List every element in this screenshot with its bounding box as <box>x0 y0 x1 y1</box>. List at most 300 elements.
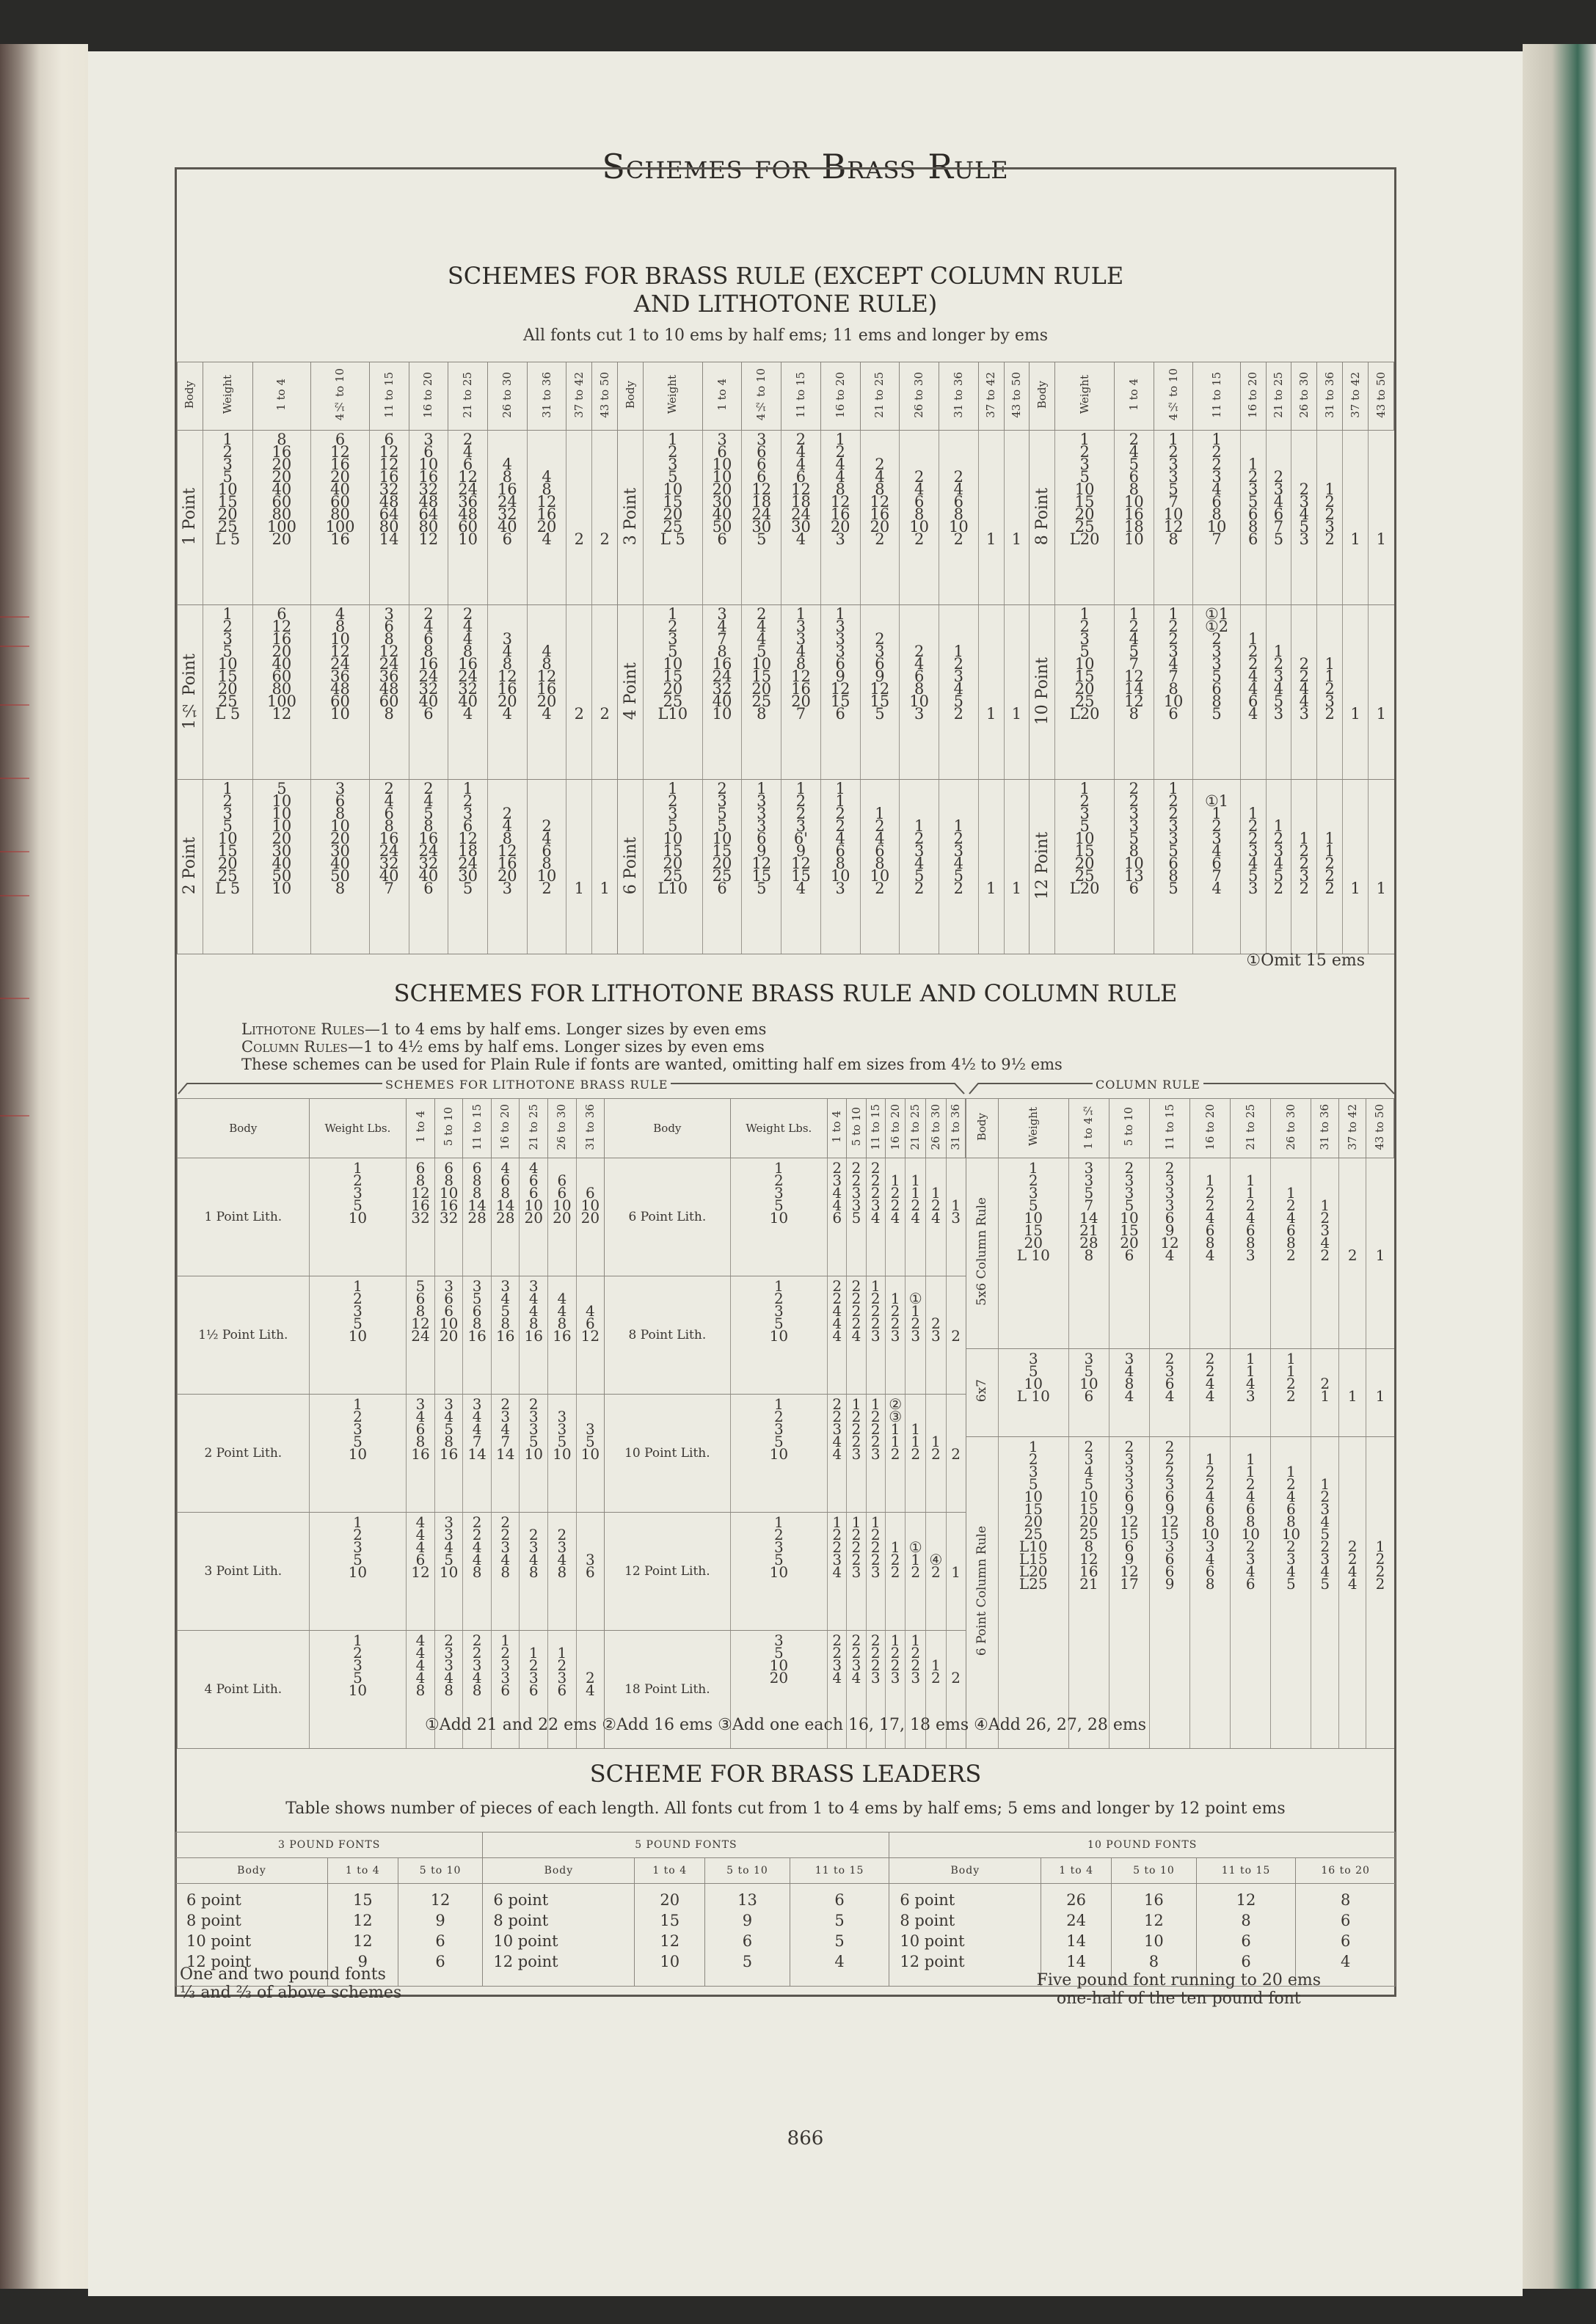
column-header: 26 to 30 <box>926 1099 947 1158</box>
value-column: 1 2 3 5 10 <box>309 1276 407 1395</box>
value-column: 1 2 <box>926 1631 947 1749</box>
value-column: 1 2 2 3 6' 9 12 15 4 <box>781 780 821 954</box>
value-column: 2 3 4 8 <box>548 1513 577 1631</box>
value-column: 1 2 2 3 2 <box>1291 780 1317 954</box>
value-column: ① 1 2 3 <box>906 1276 926 1395</box>
value-column: 2 <box>946 1395 965 1513</box>
value-column: 4 8 12 16 20 4 <box>527 431 566 605</box>
header-11to15: 11 to 15 <box>1196 1858 1296 1884</box>
column-header: 43 to 50 <box>1366 1099 1394 1158</box>
group-5-pound: 5 POUND FONTS <box>483 1832 889 1858</box>
column-header: Weight <box>1055 362 1115 431</box>
running-head: Schemes for Brass Rule <box>602 147 1009 186</box>
table-row <box>178 1513 966 1631</box>
value-column: 3 6 10 16 32 48 64 80 12 <box>409 431 448 605</box>
column-header: 1 to 4 <box>252 362 311 431</box>
body-size-label: 3 Point Lith. <box>178 1513 310 1631</box>
value-column: 2 2 2 3 4 <box>866 1158 885 1276</box>
body-size-label: 6 Point <box>618 780 644 954</box>
value-column: 1 3 <box>946 1158 965 1276</box>
value-column: 1 2 4 6 8 10 2 3 4 5 <box>1271 1437 1311 1749</box>
value-column: ② ③ 1 1 2 <box>885 1395 906 1513</box>
column-header: 21 to 25 <box>448 362 488 431</box>
header-body: Body <box>176 1858 328 1884</box>
column-header: 1 to 4 <box>407 1099 435 1158</box>
table-row <box>178 1276 966 1395</box>
section2-title: SCHEMES FOR LITHOTONE BRASS RULE AND COLUMN RULE <box>393 979 1178 1007</box>
value-column: 2 <box>566 605 592 780</box>
value-column: 3 4 4 8 16 <box>520 1276 548 1395</box>
value-column: 2 3 4 7 14 <box>491 1395 520 1513</box>
value-column: 5 10 10 10 20 30 40 50 10 <box>252 780 311 954</box>
value-column: 3 3 5 7 14 21 28 8 <box>1068 1158 1109 1349</box>
column-header: Weight <box>643 362 702 431</box>
table-row <box>178 780 1394 954</box>
value-column: 2 3 3 4 8 <box>434 1631 463 1749</box>
value-column: 1 3 3 3 6 9 12 15 6 <box>820 605 860 780</box>
lithotone-intro-1: Lithotone Rules—1 to 4 ems by half ems. Longer sizes by even ems <box>241 1020 767 1038</box>
column-header: 43 to 50 <box>1369 362 1394 431</box>
book-page-edges-left <box>0 44 88 2289</box>
value-column: 1 2 3 4 5 3 <box>1266 605 1291 780</box>
value-column: 1 2 4 <box>926 1158 947 1276</box>
page-number: 866 <box>787 2127 824 2149</box>
value-column: 1 2 2 2 <box>1366 1437 1394 1749</box>
value-column: 4 8 16 24 32 40 6 <box>487 431 527 605</box>
value-column: 1 <box>1343 780 1369 954</box>
value-column: 2 3 <box>926 1276 947 1395</box>
leader-values: 12 9 6 6 <box>398 1884 483 1987</box>
value-column: 8 16 20 20 40 60 80 100 20 <box>252 431 311 605</box>
body-size-label: 4 Point Lith. <box>178 1631 310 1749</box>
column-header: 5 to 10 <box>847 1099 866 1158</box>
value-column: 2 2 2 3 <box>866 1631 885 1749</box>
section1-title-line2: AND LITHOTONE RULE) <box>633 290 938 318</box>
value-column: 3 4 5 8 16 <box>491 1276 520 1395</box>
column-header: 16 to 20 <box>409 362 448 431</box>
value-column: 1 <box>566 780 592 954</box>
value-column: 2 3 4 4 6 <box>828 1158 847 1276</box>
value-column: 2 4 4 8 16 24 32 40 4 <box>448 605 488 780</box>
body-size-label: 6 Point Lith. <box>605 1158 730 1276</box>
table-row <box>178 1158 966 1276</box>
value-column: 2 2 2 2 4 <box>847 1276 866 1395</box>
value-column: 2 <box>1338 1158 1366 1349</box>
value-column: 1 2 3 5 10 15 20 25 L 5 <box>203 431 252 605</box>
value-column: 2 4 6 8 10 3 <box>900 605 939 780</box>
value-column: 2 2 3 3 5 <box>847 1158 866 1276</box>
value-column: 1 2 2 2 3 <box>847 1395 866 1513</box>
column-header: Weight Lbs. <box>730 1099 828 1158</box>
value-column: 1 2 3 5 10 <box>309 1395 407 1513</box>
value-column: 1 2 <box>926 1395 947 1513</box>
header-5to10: 5 to 10 <box>398 1858 483 1884</box>
leader-values: 8 6 6 4 <box>1296 1884 1396 1987</box>
value-column: 4 4 4 4 8 <box>407 1631 435 1749</box>
value-column: 1 <box>1366 1349 1394 1437</box>
leaders-note-left: One and two pound fonts ⅓ and ⅔ of above schemes <box>180 1965 402 2002</box>
value-column: 1 1 2 2 <box>1271 1349 1311 1437</box>
value-column: 2 4 6 8 10 2 <box>900 431 939 605</box>
value-column: 2 3 4 5 3 <box>1291 431 1317 605</box>
value-column: 1 2 4 6 8 2 <box>1271 1158 1311 1349</box>
value-column: 1 2 3 3 5 7 10 12 8 <box>1154 431 1193 605</box>
column-header: 11 to 15 <box>781 362 821 431</box>
value-column: 1 2 3 5 10 <box>309 1158 407 1276</box>
value-column: 6 12 12 16 32 48 64 80 14 <box>369 431 409 605</box>
value-column: 1 2 3 3 6 <box>491 1631 520 1749</box>
value-column: 1 2 2 3 3 5 6 8 5 <box>1154 780 1193 954</box>
header-5to10: 5 to 10 <box>1112 1858 1197 1884</box>
column-header: 37 to 42 <box>1338 1099 1366 1158</box>
column-header: 1 to 4 <box>828 1099 847 1158</box>
value-column: 1 <box>1369 605 1394 780</box>
body-size-label: 2 Point <box>178 780 203 954</box>
value-column: 1 1 2 4 <box>906 1158 926 1276</box>
leaders-note-right: Five pound font running to 20 ems one-half of the ten pound font <box>1036 1971 1321 2008</box>
value-column: 4 6 8 14 28 <box>491 1158 520 1276</box>
value-column: 1 <box>1369 780 1394 954</box>
value-column: 1 2 3 5 10 15 20 25 L20 <box>1055 605 1115 780</box>
column-header: 11 to 15 <box>866 1099 885 1158</box>
value-column: 1 2 3 5 10 15 20 25 L10 L15 L20 L25 <box>998 1437 1068 1749</box>
value-column: 1 <box>1004 780 1030 954</box>
value-column: 3 5 6 8 16 <box>463 1276 492 1395</box>
column-header: 4½ to 10 <box>1154 362 1193 431</box>
group-3-pound: 3 POUND FONTS <box>176 1832 483 1858</box>
column-header: 5 to 10 <box>1109 1099 1149 1158</box>
value-column: 1 2 3 5 10 15 20 25 L10 <box>643 780 702 954</box>
column-header: 21 to 25 <box>906 1099 926 1158</box>
column-header: Weight <box>203 362 252 431</box>
value-column: ① 1 2 <box>906 1513 926 1631</box>
value-column: 1 2 2 2 3 <box>866 1276 885 1395</box>
value-column: 1 <box>978 431 1004 605</box>
value-column: 6 8 10 16 32 <box>434 1158 463 1276</box>
value-column: 3 6 8 12 24 36 48 60 8 <box>369 605 409 780</box>
header-body: Body <box>483 1858 635 1884</box>
book-page-edges-right <box>1523 44 1596 2289</box>
column-header: 4½ to 10 <box>311 362 370 431</box>
value-column: 2 4 6 8 10 2 <box>527 780 566 954</box>
column-header: 1 to 4 <box>1114 362 1154 431</box>
value-column: 2 <box>592 605 618 780</box>
body-size-label: 1½ Point Lith. <box>178 1276 310 1395</box>
value-column: 2 2 4 4 4 <box>828 1276 847 1395</box>
value-column: 3 6 6 10 20 <box>434 1276 463 1395</box>
lithotone-table <box>177 1098 966 1749</box>
value-column: 2 2 3 4 4 <box>828 1395 847 1513</box>
value-column: 1 2 2 3 4 7 8 10 6 <box>1154 605 1193 780</box>
value-column: 3 6 10 10 20 30 40 50 6 <box>702 431 742 605</box>
column-header: 37 to 42 <box>978 362 1004 431</box>
table-row <box>178 605 1394 780</box>
value-column: 1 3 3 3 6 9 12 15 5 <box>742 780 781 954</box>
value-column: 2 4 6 8 10 2 <box>939 431 978 605</box>
column-header: Body <box>605 1099 730 1158</box>
value-column: 1 2 3 5 10 <box>309 1513 407 1631</box>
value-column: 3 5 10 6 <box>1068 1349 1109 1437</box>
header-body: Body <box>889 1858 1041 1884</box>
value-column: 2 4 8 12 16 20 3 <box>487 780 527 954</box>
value-column: 2 2 3 4 8 <box>463 1631 492 1749</box>
value-column: 1 2 2 3 4 5 3 <box>1240 780 1266 954</box>
value-column: 1 2 4 4 8 12 16 20 3 <box>820 431 860 605</box>
value-column: 1 2 3 5 10 15 20 25 L10 <box>643 605 702 780</box>
value-column: 1 2 2 4 4 6 4 <box>1240 605 1266 780</box>
leader-bodies: 6 point 8 point 10 point 12 point <box>483 1884 635 1987</box>
header-1to4: 1 to 4 <box>1041 1858 1112 1884</box>
column-header: 31 to 36 <box>946 1099 965 1158</box>
value-column: 2 1 <box>1311 1349 1339 1437</box>
value-column: 2 <box>592 431 618 605</box>
value-column: 5 6 8 12 24 <box>407 1276 435 1395</box>
value-column: 1 2 2 3 <box>885 1631 906 1749</box>
body-size-label: 8 Point Lith. <box>605 1276 730 1395</box>
body-size-label: 6 Point Column Rule <box>966 1437 999 1749</box>
header-16to20: 16 to 20 <box>1296 1858 1396 1884</box>
value-column: 6 12 16 20 40 60 80 100 16 <box>311 431 370 605</box>
value-column: 1 2 2 3 <box>906 1631 926 1749</box>
value-column: 2 2 2 3 6 9 12 15 3 6 6 9 <box>1150 1437 1190 1749</box>
value-column: ①1 1 2 3 4 6 7 4 <box>1193 780 1240 954</box>
body-size-label: 1 Point <box>178 431 203 605</box>
value-column: 4 6 6 10 20 <box>520 1158 548 1276</box>
value-column: 2 3 4 6 7 5 <box>1266 431 1291 605</box>
value-column: 2 3 4 5 10 15 20 25 8 12 16 21 <box>1068 1437 1109 1749</box>
leader-values: 20 15 12 10 <box>635 1884 705 1987</box>
value-column: 3 5 10 <box>576 1395 605 1513</box>
value-column: 2 2 3 4 <box>828 1631 847 1749</box>
value-column: 2 2 4 4 8 <box>463 1513 492 1631</box>
value-column: 1 2 2 4 <box>885 1158 906 1276</box>
column-header: 11 to 15 <box>1150 1099 1190 1158</box>
value-column: 1 1 2 <box>906 1395 926 1513</box>
value-column: 1 2 3 5 10 15 20 25 L 5 <box>643 431 702 605</box>
column-header: Body <box>966 1099 999 1158</box>
column-header: 31 to 36 <box>1311 1099 1339 1158</box>
value-column: 1 2 3 5 10 15 20 25 L 5 <box>203 780 252 954</box>
leader-values: 16 12 10 8 <box>1112 1884 1197 1987</box>
plain-rule-note: These schemes can be used for Plain Rule if fonts are wanted, omitting half em sizes from 4½ to 9½ ems <box>241 1056 1063 1073</box>
value-column: 1 2 3 6 <box>520 1631 548 1749</box>
body-size-label: 1 Point Lith. <box>178 1158 310 1276</box>
leader-values: 6 5 5 4 <box>790 1884 889 1987</box>
value-column: 2 4 6 12 24 36 48 60 10 <box>448 431 488 605</box>
value-column: 1 <box>1366 1158 1394 1349</box>
value-column: 1 2 2 4 6 8 4 <box>1190 1158 1231 1349</box>
column-header: 1 to 4½ <box>1068 1099 1109 1158</box>
column-header: Body <box>178 362 203 431</box>
value-column: 1 2 2 2 3 <box>847 1513 866 1631</box>
value-column: 4 4 4 6 12 <box>407 1513 435 1631</box>
value-column: 6 12 16 20 40 60 80 100 12 <box>252 605 311 780</box>
value-column: 2 3 3 3 6 9 12 4 <box>1150 1158 1190 1349</box>
value-column: 1 2 2 2 3 <box>866 1513 885 1631</box>
column-header: 16 to 20 <box>820 362 860 431</box>
value-column: 1 1 2 4 6 8 3 <box>1231 1158 1271 1349</box>
column-header: 21 to 25 <box>520 1099 548 1158</box>
value-column: ④ 2 <box>926 1513 947 1631</box>
value-column: 1 <box>1338 1349 1366 1437</box>
value-column: 1 2 3 4 5 2 <box>900 780 939 954</box>
body-size-label: 6x7 <box>966 1349 999 1437</box>
body-size-label: 18 Point Lith. <box>605 1631 730 1749</box>
value-column: 2 4 4 5 10 15 20 25 8 <box>742 605 781 780</box>
value-column: 1 2 2 <box>885 1513 906 1631</box>
value-column: 1 2 3 5 10 15 20 25 L20 <box>1055 780 1115 954</box>
value-column: 3 5 10 L 10 <box>998 1349 1068 1437</box>
value-column: 2 4 <box>576 1631 605 1749</box>
body-size-label: 4 Point <box>618 605 644 780</box>
brass-rule-table <box>177 362 1394 954</box>
value-column: 1 2 3 4 2 <box>1311 1158 1339 1349</box>
value-column: 2 3 3 5 10 <box>520 1395 548 1513</box>
value-column: 1 2 3 6 12 18 24 30 5 <box>448 780 488 954</box>
scheme-frame: SCHEMES FOR BRASS RULE (EXCEPT COLUMN RULE AND LITHOTONE RULE) All fonts cut 1 to 10 ems by half ems; 11 ems and longer by ems Body Weight 1 to 4 4½ to 10 11 to 15 16 to 20 21 to 25 26 to 30 31 to 36 37 to 42 43 to 50 Body Weight 1 to 4 4½ to 10 11 to 15 16 to 20 21 to 25 26 to 30 31 to 36 37 to 42 43 to 50 Body Weight 1 to 4 4½ to 10 11 to 15 16 to 20 21 to 25 26 to 30 31 to 36 37 to 42 43 to 50 1 Point 1 2 3 5 10 15 20 25 L 5 8 16 20 20 40 60 80 100 20 6 12 16 20 40 60 80 100 16 6 12 12 16 32 48 64 80 14 3 6 10 16 32 48 64 80 12 2 4 6 12 24 36 48 60 10 4 8 16 24 32 40 6 4 8 12 16 20 4 2 2 3 Point 1 2 3 5 10 15 20 25 L 5 3 6 10 10 20 30 40 50 6 3 6 6 6 12 18 24 30 5 2 4 4 6 12 18 24 30 4 1 2 4 4 8 12 16 20 3 2 4 8 12 16 20 2 2 4 6 8 10 2 2 4 6 8 10 2 1 1 8 Point 1 2 3 5 10 15 20 25 L20 2 4 5 6 8 10 16 18 10 1 2 3 3 5 7 10 12 8 1 2 2 3 4 6 8 10 7 1 2 3 5 6 8 6 2 3 4 6 7 5 2 3 4 5 3 1 2 2 3 2 1 1 1½ Point 1 2 3 5 10 15 20 25 L 5 6 12 16 20 40 60 80 100 12 4 8 10 12 24 36 48 60 10 3 6 8 12 24 36 48 60 8 2 4 6 8 16 24 32 40 6 2 4 4 8 16 24 32 40 4 3 4 8 12 16 20 4 4 8 12 16 20 4 2 2 4 Point 1 2 3 5 10 15 20 25 L10 3 4 7 8 16 24 32 40 10 2 4 4 5 10 15 20 25 8 1 3 3 4 8 12 16 20 7 1 3 3 3 6 9 12 15 6 2 3 6 9 12 15 5 2 4 6 8 10 3 1 2 3 4 5 2 1 1 10 Point 1 2 3 5 10 15 20 25 L20 1 2 4 5 7 12 14 12 8 1 2 2 3 4 7 8 10 6 ①1 ①2 2 3 3 5 6 8 5 1 2 2 4 4 6 4 1 2 3 4 5 3 2 2 4 4 3 1 1 2 3 2 1 1 2 Point 1 2 3 5 10 15 20 25 L 5 5 10 10 10 20 30 40 50 10 3 6 8 10 20 30 40 50 8 2 4 6 8 16 24 32 40 7 2 4 5 8 16 24 32 40 6 1 2 3 6 12 18 24 30 5 2 4 8 12 16 20 3 2 4 6 8 10 2 1 1 6 Point 1 2 3 5 10 15 20 25 L10 2 3 5 5 10 15 20 25 6 1 3 3 3 6 9 12 15 5 1 2 2 3 6' 9 12 15 4 1 1 2 2 4 6 8 10 3 1 2 4 6 8 10 2 1 2 3 4 5 2 1 2 3 4 5 2 1 1 12 Point 1 2 3 5 10 15 20 25 L20 2 2 3 3 5 8 10 13 6 1 2 2 3 3 5 6 8 5 ①1 1 2 3 4 6 7 4 1 2 2 3 4 5 3 1 2 3 4 5 2 1 2 2 3 2 1 1 2 2 2 1 1 ①Omit 15 ems SCHEMES FOR LITHOTONE BRASS RULE AND COLUMN RULE Lithotone Rules—1 to 4 ems by half ems. Longer sizes by even ems Column Rules—1 to 4½ ems by half ems. Longer sizes by even ems These schemes can be used for Plain Rule if fonts are wanted, omitting half em sizes from 4½ to 9½ ems SCHEMES FOR LITHOTONE BRASS RULE COLUMN RULE Body Weight Lbs. 1 to 4 5 to 10 11 to 15 16 to 20 21 to 25 26 to 30 31 to 36 Body Weight Lbs. 1 to 4 5 to 10 11 to 15 16 to 20 21 to 25 26 to 30 31 to 36 1 Point Lith. 1 2 3 5 10 6 8 12 16 32 6 8 10 16 32 6 8 8 14 28 4 6 8 14 28 4 6 6 10 20 6 6 10 20 6 10 20 6 Point Lith. 1 2 3 5 10 2 3 4 4 6 2 2 3 3 5 2 2 2 3 4 1 2 2 4 1 1 2 4 1 2 4 1 3 1½ Point Lith. 1 2 3 5 10 5 6 8 12 24 3 6 6 10 20 3 5 6 8 16 3 4 5 8 16 3 4 4 8 16 4 4 8 16 4 6 12 8 Point Lith. 1 2 3 5 10 2 2 4 4 4 2 2 2 2 4 1 2 2 2 3 1 2 2 3 ① 1 2 3 2 3 2 2 Point Lith. 1 2 3 5 10 3 4 6 8 16 3 4 5 8 16 3 4 4 7 14 2 3 4 7 14 2 3 3 5 10 3 3 5 10 3 5 10 10 Point Lith. 1 2 3 5 10 2 2 3 4 4 1 2 2 2 3 1 2 2 2 3 ② ③ 1 1 2 1 1 2 1 2 2 3 Point Lith. 1 2 3 5 10 4 4 4 6 12 3 3 4 5 10 2 2 4 4 8 2 2 3 4 8 2 3 4 8 2 3 4 8 3 6 12 Point Lith. 1 2 3 5 10 1 2 2 3 4 1 2 2 2 3 1 2 2 2 3 1 2 2 ① 1 2 ④ 2 1 4 Point Lith. 1 2 3 5 10 4 4 4 4 8 2 3 3 4 8 2 2 3 4 8 1 2 3 3 6 1 2 3 6 1 2 3 6 2 4 18 Point Lith. 3 5 10 20 2 2 3 4 2 2 3 4 2 2 2 3 1 2 2 3 1 2 2 3 1 2 2 Body Weight 1 to 4½ 5 to 10 11 to 15 16 to 20 21 to 25 26 to 30 31 to 36 37 to 42 43 to 50 5x6 Column Rule 1 2 3 5 10 15 20 L 10 3 3 5 7 14 21 28 8 2 3 3 5 10 15 20 6 2 3 3 3 6 9 12 4 1 2 2 4 6 8 4 1 1 2 4 6 8 3 1 2 4 6 8 2 1 2 3 4 2 2 1 6x7 3 5 10 L 10 3 5 10 6 3 4 8 4 2 3 6 4 2 2 4 4 1 1 4 3 1 1 2 2 2 1 1 1 6 Point Column Rule 1 2 3 5 10 15 20 25 L10 L15 L20 L25 2 3 4 5 10 15 20 25 8 12 16 21 2 3 3 3 6 9 12 15 6 9 12 17 2 2 2 3 6 9 12 15 3 6 6 9 1 2 2 4 6 8 10 3 4 6 8 1 1 2 4 6 8 10 2 3 4 6 1 2 4 6 8 10 2 3 4 5 1 2 3 4 5 2 3 4 5 2 2 4 4 1 2 2 2 ①Add 21 and 22 ems ②Add 16 ems ③Add one each 16, 17, 18 ems ④Add 26, 27, 28 ems SCHEME FOR BRASS LEADERS Table shows number of pieces of each length. All fonts cut from 1 to 4 ems by half ems; 5 ems and longer by 12 point ems 3 POUND FONTS 5 POUND FONTS 10 POUND FONTS Body 1 to 4 5 to 10 Body 1 to 4 5 to 10 11 to 15 Body 1 to 4 5 to 10 11 to 15 16 to 20 6 point 8 point 10 point 12 point 15 12 12 9 12 9 6 6 6 point 8 point 10 point 12 point 20 15 12 10 13 9 6 5 6 5 5 4 6 point 8 point 10 point 12 point 26 24 14 14 16 12 10 8 12 8 6 6 8 6 6 4 One and two pound fonts ⅓ and ⅔ of above schemes Five pound font running to 20 ems one-half of the ten pound font <box>175 167 1396 1997</box>
value-column: 1 2 3 5 10 <box>730 1395 828 1513</box>
leader-bodies: 6 point 8 point 10 point 12 point <box>176 1884 328 1987</box>
value-column: 1 2 4 5 7 12 14 12 8 <box>1114 605 1154 780</box>
value-column: 1 <box>978 605 1004 780</box>
value-column: 3 3 4 5 10 <box>434 1513 463 1631</box>
value-column: 2 3 5 5 10 15 20 25 6 <box>702 780 742 954</box>
column-header: 43 to 50 <box>592 362 618 431</box>
value-column: 1 <box>1369 431 1394 605</box>
value-column: 2 2 3 4 8 <box>491 1513 520 1631</box>
value-column: 1 1 2 2 2 <box>1317 780 1343 954</box>
value-column: 3 4 4 7 14 <box>463 1395 492 1513</box>
value-column: 1 2 2 3 4 6 8 10 7 <box>1193 431 1240 605</box>
value-column: 1 1 4 3 <box>1231 1349 1271 1437</box>
value-column: 2 2 4 4 <box>1190 1349 1231 1437</box>
value-column: 1 <box>1343 605 1369 780</box>
value-column: 6 6 10 20 <box>548 1158 577 1276</box>
value-column: 2 2 3 4 <box>847 1631 866 1749</box>
value-column: 3 6 8 10 20 30 40 50 8 <box>311 780 370 954</box>
value-column: 1 3 3 4 8 12 16 20 7 <box>781 605 821 780</box>
value-column: 1 2 2 2 3 <box>866 1395 885 1513</box>
value-column: 6 10 20 <box>576 1158 605 1276</box>
column-header: 31 to 36 <box>576 1099 605 1158</box>
value-column: 4 8 12 16 20 4 <box>527 605 566 780</box>
value-column: 4 4 8 16 <box>548 1276 577 1395</box>
value-column: 2 2 3 3 5 8 10 13 6 <box>1114 780 1154 954</box>
body-size-label: 5x6 Column Rule <box>966 1158 999 1349</box>
body-size-label: 8 Point <box>1030 431 1055 605</box>
value-column: 1 <box>592 780 618 954</box>
value-column: 4 8 10 12 24 36 48 60 10 <box>311 605 370 780</box>
value-column: 1 2 3 5 10 15 20 L 10 <box>998 1158 1068 1349</box>
column-header: 21 to 25 <box>1231 1099 1271 1158</box>
body-size-label: 10 Point Lith. <box>605 1395 730 1513</box>
table-row <box>966 1349 1394 1437</box>
value-column: 6 8 8 14 28 <box>463 1158 492 1276</box>
value-column: 1 2 3 5 6 8 6 <box>1240 431 1266 605</box>
column-header: 16 to 20 <box>491 1099 520 1158</box>
body-size-label: 3 Point <box>618 431 644 605</box>
value-column: 1 1 2 3 2 <box>1317 605 1343 780</box>
group-10-pound: 10 POUND FONTS <box>889 1832 1396 1858</box>
value-column: 1 2 3 6 <box>548 1631 577 1749</box>
leader-values: 26 24 14 14 <box>1041 1884 1112 1987</box>
column-header: 37 to 42 <box>1343 362 1369 431</box>
lithotone-footnotes: ①Add 21 and 22 ems ②Add 16 ems ③Add one each 16, 17, 18 ems ④Add 26, 27, 28 ems <box>424 1716 1146 1734</box>
column-header: 21 to 25 <box>860 362 900 431</box>
value-column: 1 <box>978 780 1004 954</box>
value-column: 2 4 5 8 16 24 32 40 6 <box>409 780 448 954</box>
leader-values: 12 8 6 6 <box>1196 1884 1296 1987</box>
column-header: Weight Lbs. <box>309 1099 407 1158</box>
column-header: 26 to 30 <box>548 1099 577 1158</box>
value-column: 1 2 2 3 <box>885 1276 906 1395</box>
body-size-label: 12 Point Lith. <box>605 1513 730 1631</box>
value-column: 6 8 12 16 32 <box>407 1158 435 1276</box>
value-column: 3 4 7 8 16 24 32 40 10 <box>702 605 742 780</box>
value-column: 1 2 3 4 5 2 <box>939 605 978 780</box>
table-row <box>966 1437 1394 1749</box>
column-rule-table <box>966 1098 1394 1749</box>
section1-title-line1: SCHEMES FOR BRASS RULE (EXCEPT COLUMN RULE <box>447 262 1124 290</box>
value-column: 1 <box>1343 431 1369 605</box>
value-column: 1 2 4 6 8 10 2 <box>860 780 900 954</box>
column-header: 1 to 4 <box>702 362 742 431</box>
column-header: 31 to 36 <box>1317 362 1343 431</box>
column-header: 4½ to 10 <box>742 362 781 431</box>
header-5to10: 5 to 10 <box>705 1858 790 1884</box>
column-header: 16 to 20 <box>1240 362 1266 431</box>
leader-values: 15 12 12 9 <box>327 1884 398 1987</box>
section3-subtitle: Table shows number of pieces of each length. All fonts cut from 1 to 4 ems by half ems; 5 ems and longer by 12 point ems <box>285 1799 1286 1818</box>
column-header: 26 to 30 <box>487 362 527 431</box>
column-intro-2: Column Rules—1 to 4½ ems by half ems. Longer sizes by even ems <box>241 1038 765 1056</box>
value-column: 2 <box>946 1631 965 1749</box>
column-header: 26 to 30 <box>1291 362 1317 431</box>
column-header: 43 to 50 <box>1004 362 1030 431</box>
value-column: 2 3 4 8 <box>520 1513 548 1631</box>
column-header: 5 to 10 <box>434 1099 463 1158</box>
column-header: 31 to 36 <box>939 362 978 431</box>
value-column: 2 2 4 4 3 <box>1291 605 1317 780</box>
value-column: 3 5 10 20 <box>730 1631 828 1749</box>
value-column: 1 1 2 4 6 8 10 2 3 4 6 <box>1231 1437 1271 1749</box>
header-1to4: 1 to 4 <box>327 1858 398 1884</box>
column-header: 31 to 36 <box>527 362 566 431</box>
leaders-table <box>175 1832 1396 1987</box>
value-column: 2 2 4 4 <box>1338 1437 1366 1749</box>
value-column: 3 4 5 8 16 <box>434 1395 463 1513</box>
value-column: 2 4 6 8 16 24 32 40 6 <box>409 605 448 780</box>
value-column: 3 6 6 6 12 18 24 30 5 <box>742 431 781 605</box>
column-header: 16 to 20 <box>1190 1099 1231 1158</box>
column-header: 26 to 30 <box>1271 1099 1311 1158</box>
value-column: ①1 ①2 2 3 3 5 6 8 5 <box>1193 605 1240 780</box>
column-header: 11 to 15 <box>463 1099 492 1158</box>
column-header: 16 to 20 <box>885 1099 906 1158</box>
value-column: 1 2 3 5 10 15 20 25 L 5 <box>203 605 252 780</box>
body-size-label: 1½ Point <box>178 605 203 780</box>
body-size-label: 10 Point <box>1030 605 1055 780</box>
header-11to15: 11 to 15 <box>790 1858 889 1884</box>
column-header: Weight <box>998 1099 1068 1158</box>
value-column: 2 4 5 6 8 10 16 18 10 <box>1114 431 1154 605</box>
value-column: 1 <box>1004 605 1030 780</box>
section1-subtitle: All fonts cut 1 to 10 ems by half ems; 11 ems and longer by ems <box>523 326 1048 345</box>
value-column: 2 <box>566 431 592 605</box>
value-column: 4 6 12 <box>576 1276 605 1395</box>
value-column: 2 3 3 5 10 15 20 6 <box>1109 1158 1149 1349</box>
section3-title: SCHEME FOR BRASS LEADERS <box>589 1760 982 1788</box>
